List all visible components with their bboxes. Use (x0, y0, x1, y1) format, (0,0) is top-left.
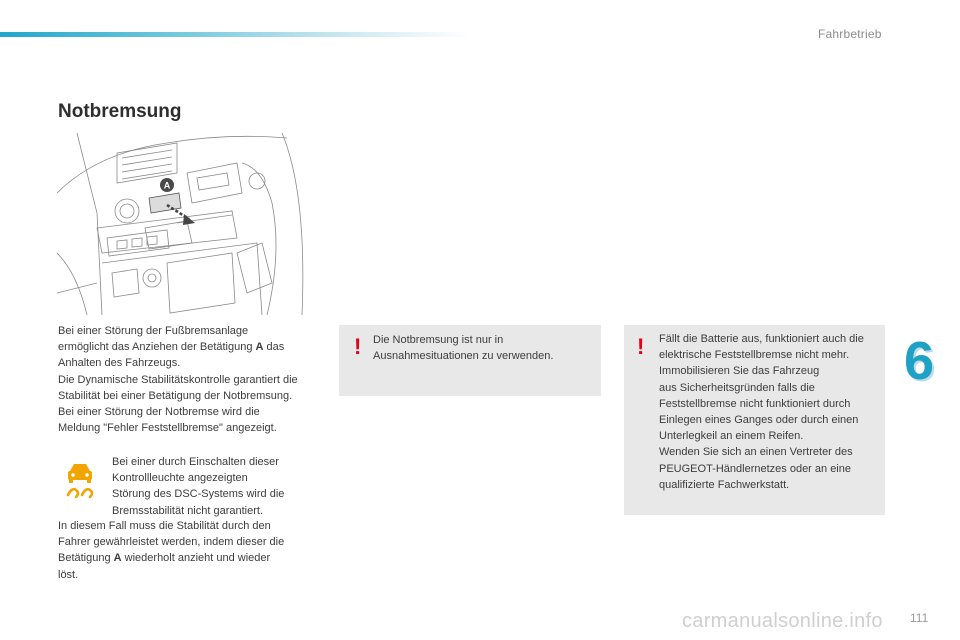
dashboard-illustration (57, 133, 319, 315)
p3-control-a: A (113, 552, 122, 565)
box2-line-6: Einlegen eines Ganges oder durch einen (659, 414, 859, 427)
p2-line-4: Bremsstabilität nicht garantiert. (112, 504, 264, 517)
warning-exclamation-icon: ! (637, 334, 645, 359)
box2-line-4: aus Sicherheitsgründen falls die (659, 381, 815, 394)
p2-line-3: Störung des DSC-Systems wird die (112, 488, 285, 501)
p1-control-a: A (255, 341, 264, 354)
box2-line-5: Feststellbremse nicht funktioniert durch (659, 397, 851, 410)
p1-line-5: Stabilität bei einer Betätigung der Notbremsung. (58, 389, 293, 402)
box2-line-8: Wenden Sie sich an einen Vertreter des (659, 446, 853, 459)
p3-line-1: In diesem Fall muss die Stabilität durch den (58, 520, 271, 532)
dsc-paragraph (112, 454, 322, 519)
p1-line-3: Anhalten des Fahrzeugs. (58, 357, 181, 370)
box2-line-9: PEUGEOT-Händlernetzes oder an eine (659, 462, 851, 475)
p1-line-2-end: das (263, 341, 285, 354)
warning-box-battery (624, 325, 885, 515)
driver-paragraph (58, 518, 324, 583)
warning-box-emergency (339, 325, 601, 396)
p3-line-2: Fahrer gewährleistet werden, indem dieser die (58, 536, 285, 549)
p1-line-4: Die Dynamische Stabilitätskontrolle garantiert die (58, 373, 298, 386)
box2-line-2: elektrische Feststellbremse nicht mehr. (659, 349, 850, 362)
section-title: Fahrbetrieb (818, 27, 882, 41)
dsc-warning-icon (60, 459, 100, 499)
p3-line-3-end: wiederholt anzieht und wieder (121, 552, 271, 565)
p3-line-3: Betätigung (58, 552, 114, 565)
illustration-label-a: A (163, 180, 171, 191)
p2-line-2: Kontrollleuchte angezeigten (112, 472, 248, 485)
page-number: 111 (910, 611, 929, 625)
p2-line-1: Bei einer durch Einschalten dieser (112, 456, 279, 468)
p3-line-4: löst. (58, 568, 79, 581)
warning-box-battery-text (659, 331, 879, 493)
p1-line-2: ermöglicht das Anziehen der Betätigung (58, 341, 256, 354)
box2-line-3: Immobilisieren Sie das Fahrzeug (659, 365, 820, 378)
box2-line-7: Unterlegkeil an einem Reifen. (659, 430, 804, 443)
p1-line-6: Bei einer Störung der Notbremse wird die (58, 406, 260, 419)
box1-line-2: Ausnahmesituationen zu verwenden. (373, 350, 554, 363)
warning-exclamation-icon: ! (354, 334, 362, 359)
box1-line-1: Die Notbremsung ist nur in (373, 334, 504, 346)
p1-line-7: Meldung "Fehler Feststellbremse" angezeigt. (58, 422, 277, 435)
box2-line-1: Fällt die Batterie aus, funktioniert auch die (659, 333, 864, 345)
warning-box-emergency-text (373, 332, 593, 364)
box2-line-10: qualifizierte Fachwerkstatt. (659, 478, 790, 491)
watermark: carmanualsonline.info (682, 610, 883, 632)
page-title: Notbremsung (58, 101, 182, 122)
header-accent-bar (0, 32, 470, 37)
chapter-number: 6 (904, 331, 935, 391)
p1-line-1: Bei einer Störung der Fußbremsanlage (58, 325, 249, 337)
intro-paragraph (58, 323, 320, 436)
